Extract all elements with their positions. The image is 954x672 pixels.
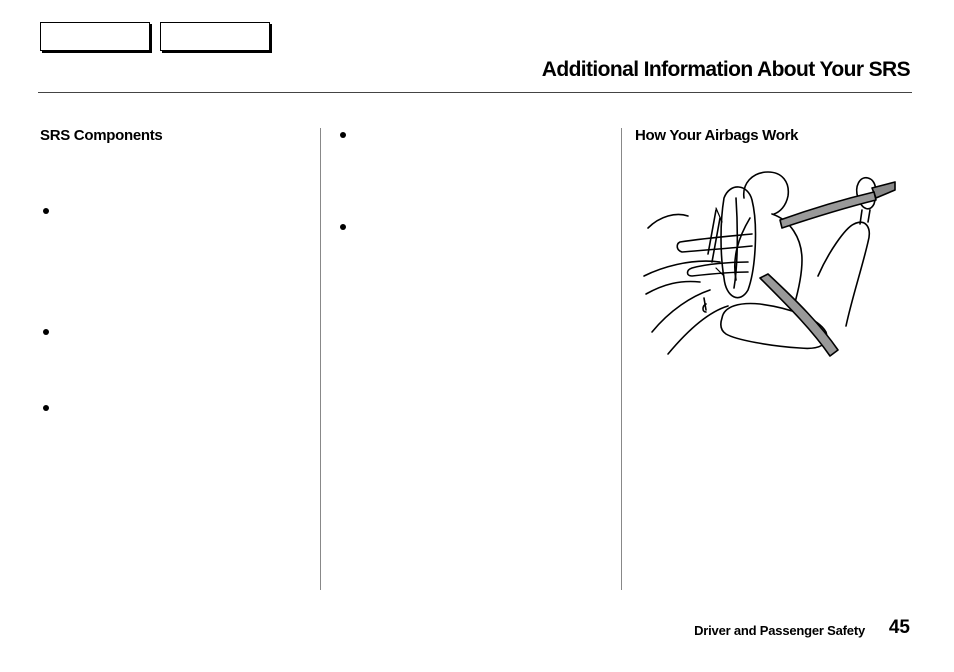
page-number: 45 <box>888 617 910 638</box>
nav-button-previous[interactable] <box>40 22 150 51</box>
bullet-point <box>43 208 49 214</box>
bullet-point <box>340 132 346 138</box>
bullet-point <box>43 405 49 411</box>
page-title: Additional Information About Your SRS <box>541 58 910 81</box>
section-heading-how-airbags-work: How Your Airbags Work <box>635 127 799 144</box>
airbag-deployed-illustration <box>640 158 902 366</box>
column-divider-right <box>621 128 622 590</box>
bullet-point <box>340 224 346 230</box>
column-divider-left <box>320 128 321 590</box>
section-heading-srs-components: SRS Components <box>40 127 163 144</box>
footer-section-label: Driver and Passenger Safety <box>694 623 865 638</box>
nav-button-next[interactable] <box>160 22 270 51</box>
bullet-point <box>43 329 49 335</box>
header-divider <box>38 92 912 93</box>
